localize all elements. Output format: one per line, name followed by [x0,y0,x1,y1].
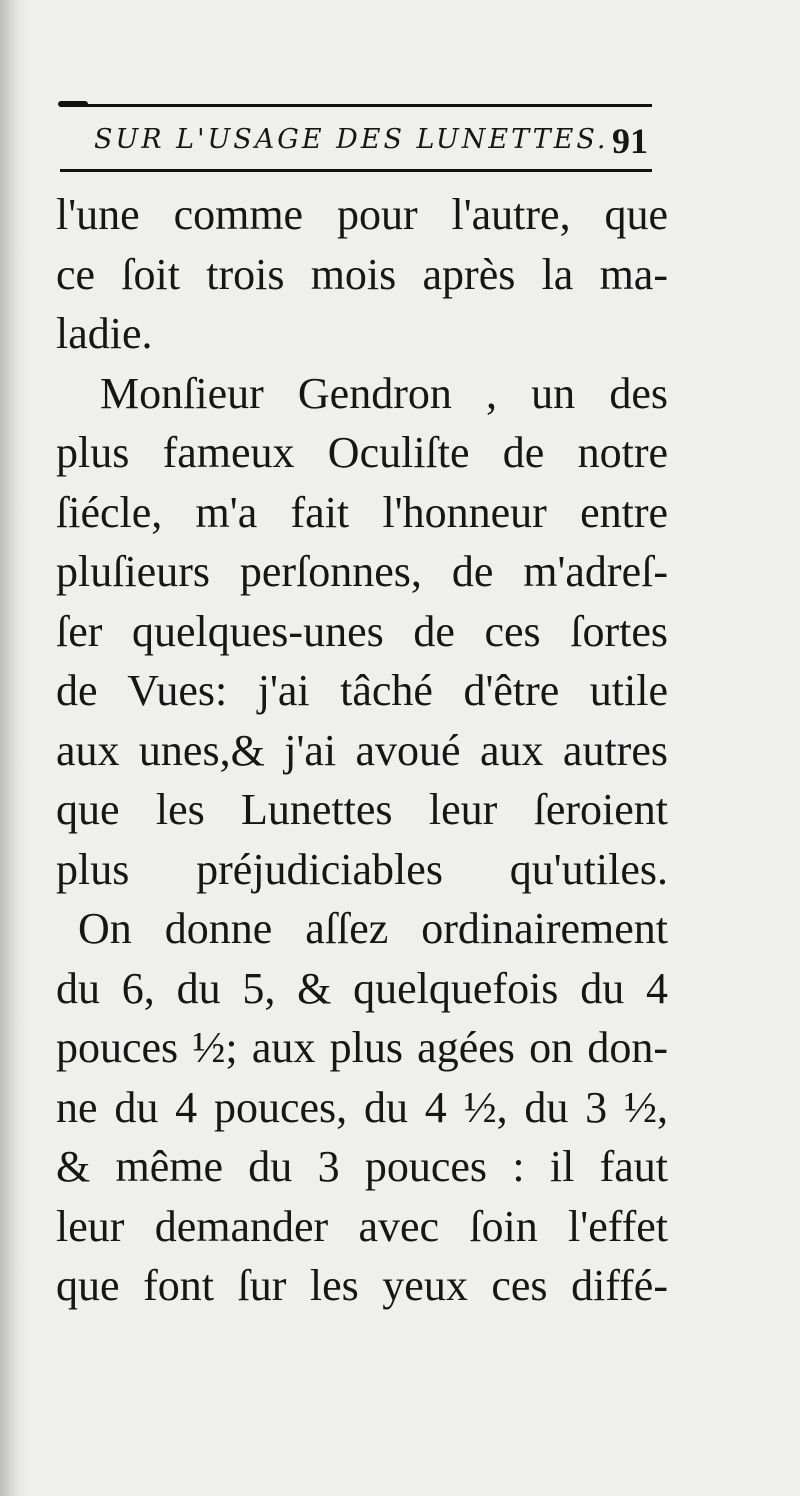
text-line: aux unes,& j'ai avoué aux autres [56,725,668,775]
text-line: ſiécle, m'a fait l'honneur entre [56,487,668,537]
text-line: que font ſur les yeux ces diffé- [56,1261,668,1310]
text-line: plus préjudiciables qu'utiles. [56,844,668,894]
text-line: pluſieurs perſonnes, de m'adreſ- [56,547,668,596]
text-line: Monſieur Gendron , un des [100,368,668,418]
header-top-rule [60,104,652,107]
text-line: que les Lunettes leur ſeroient [56,785,668,834]
page-gutter-shadow [0,0,30,1496]
text-line: & même du 3 pouces : il faut [56,1142,668,1191]
text-line: l'une comme pour l'autre, que [56,190,668,239]
text-line: On donne aſſez ordinairement [78,904,668,953]
running-title: SUR L'USAGE DES LUNETTES. [94,124,609,155]
text-line: ladie. [56,309,153,358]
text-line: ne du 4 pouces, du 4 ½, du 3 ½, [56,1082,668,1132]
body-text [56,185,668,1316]
text-line: plus fameux Oculiſte de notre [56,428,668,477]
text-line: de Vues: j'ai tâché d'être utile [56,666,668,715]
text-line: ce ſoit trois mois après la ma- [56,249,668,299]
text-line: leur demander avec ſoin l'effet [56,1201,668,1251]
page-number: 91 [612,121,648,161]
text-line: du 6, du 5, & quelquefois du 4 [56,963,668,1013]
header-bottom-rule [60,169,652,172]
text-line: ſer quelques-unes de ces ſortes [56,606,668,656]
text-line: pouces ½; aux plus agées on don- [56,1023,668,1072]
